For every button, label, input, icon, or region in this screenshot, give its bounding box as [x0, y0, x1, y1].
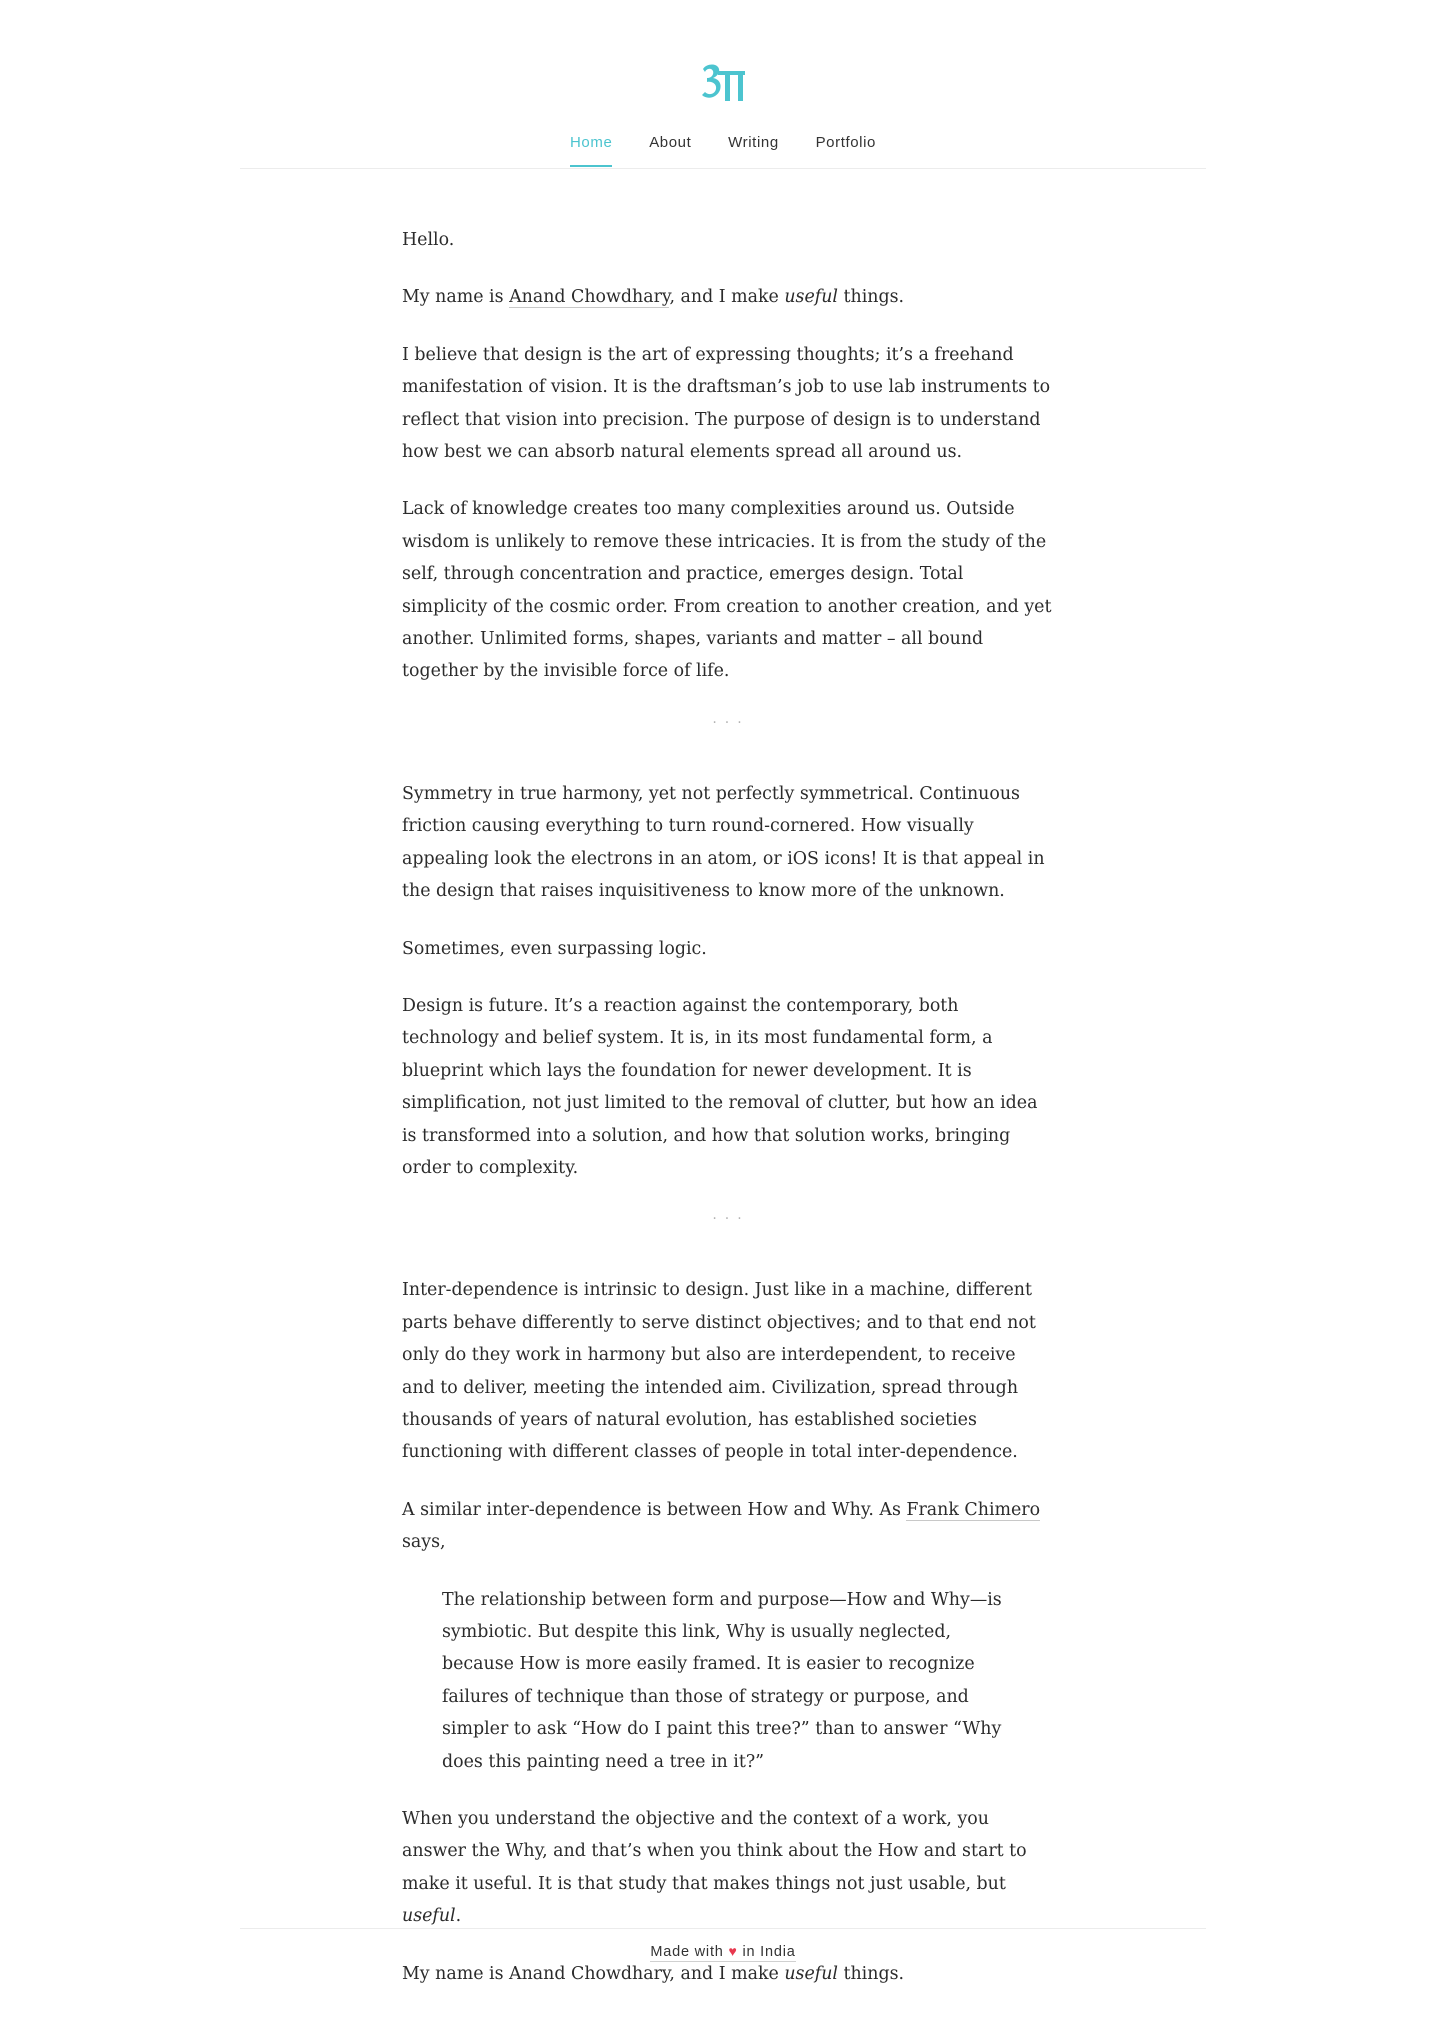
- intro-paragraph: My name is Anand Chowdhary, and I make useful things.: [402, 287, 905, 308]
- main-content: [402, 224, 1052, 2015]
- site-footer: [240, 1928, 1206, 1962]
- main-nav: [240, 134, 1206, 168]
- paragraph-knowledge: Lack of knowledge creates too many complexities around us. Outside wisdom is unlikely to remove these intricacies. It is from the study of the self, through concentration and practice, emerges design. Total simplicity of the cosmic order. From creation to another creation, and yet another. Unlimited forms, shapes, variants and matter – all bound together by the invisible force of life.: [402, 499, 1052, 682]
- quote-block: The relationship between form and purpose—How and Why—is symbiotic. But despite this link, Why is usually neglected, because How is more easily framed. It is easier to recognize failures of technique than those of strategy or purpose, and simpler to ask “How do I paint this tree?” than to answer “Why does this painting need a tree in it?”: [442, 1589, 1002, 1772]
- paragraph-interdependence: Inter-dependence is intrinsic to design. Just like in a machine, different parts behave differently to serve distinct objectives; and to that end not only do they work in harmony but also are interdependent, to receive and to deliver, meeting the intended aim. Civilization, spread through thousands of years of natural evolution, has established societies functioning with different classes of people in total inter-dependence.: [402, 1280, 1036, 1463]
- paragraph-design-art: I believe that design is the art of expressing thoughts; it’s a freehand manifestation of vision. It is the draftsman’s job to use lab instruments to reflect that vision into precision. The purpose of design is to understand how best we can absorb natural elements spread all around us.: [402, 344, 1051, 463]
- paragraph-future: Design is future. It’s a reaction against the contemporary, both technology and belief system. It is, in its most fundamental form, a blueprint which lays the foundation for newer development. It is simplification, not just limited to the removal of clutter, but how an idea is transformed into a solution, and how that solution works, bringing order to complexity.: [402, 995, 1038, 1178]
- section-separator: ···: [712, 714, 750, 731]
- frank-chimero-link[interactable]: Frank Chimero: [906, 1499, 1041, 1520]
- nav-writing[interactable]: Writing: [728, 134, 779, 151]
- nav-about[interactable]: About: [649, 134, 692, 151]
- greeting: Hello.: [402, 230, 455, 250]
- nav-home[interactable]: Home: [570, 134, 612, 167]
- paragraph-objective: When you understand the objective and the context of a work, you answer the Why, and that’s when you think about the How and start to make it useful. It is that study that makes things not just usable, but useful.: [402, 1809, 1027, 1927]
- closing-paragraph: My name is Anand Chowdhary, and I make useful things.: [402, 1963, 905, 1984]
- paragraph-logic: Sometimes, even surpassing logic.: [402, 938, 707, 959]
- devanagari-aa-logo-icon: [701, 62, 745, 102]
- heart-icon: ♥: [728, 1943, 738, 1959]
- paragraph-how-why: A similar inter-dependence is between How and Why. As Frank Chimero says,: [402, 1499, 1041, 1553]
- section-separator: ···: [712, 1211, 750, 1228]
- author-name-link[interactable]: Anand Chowdhary: [509, 287, 670, 308]
- site-header: [240, 0, 1206, 169]
- paragraph-symmetry: Symmetry in true harmony, yet not perfectly symmetrical. Continuous friction causing everything to turn round-cornered. How visually appealing look the electrons in an atom, or iOS icons! It is that appeal in the design that raises inquisitiveness to know more of the unknown.: [402, 783, 1045, 902]
- made-in-india-link[interactable]: Made with ♥ in India: [650, 1943, 796, 1960]
- nav-portfolio[interactable]: Portfolio: [815, 134, 876, 151]
